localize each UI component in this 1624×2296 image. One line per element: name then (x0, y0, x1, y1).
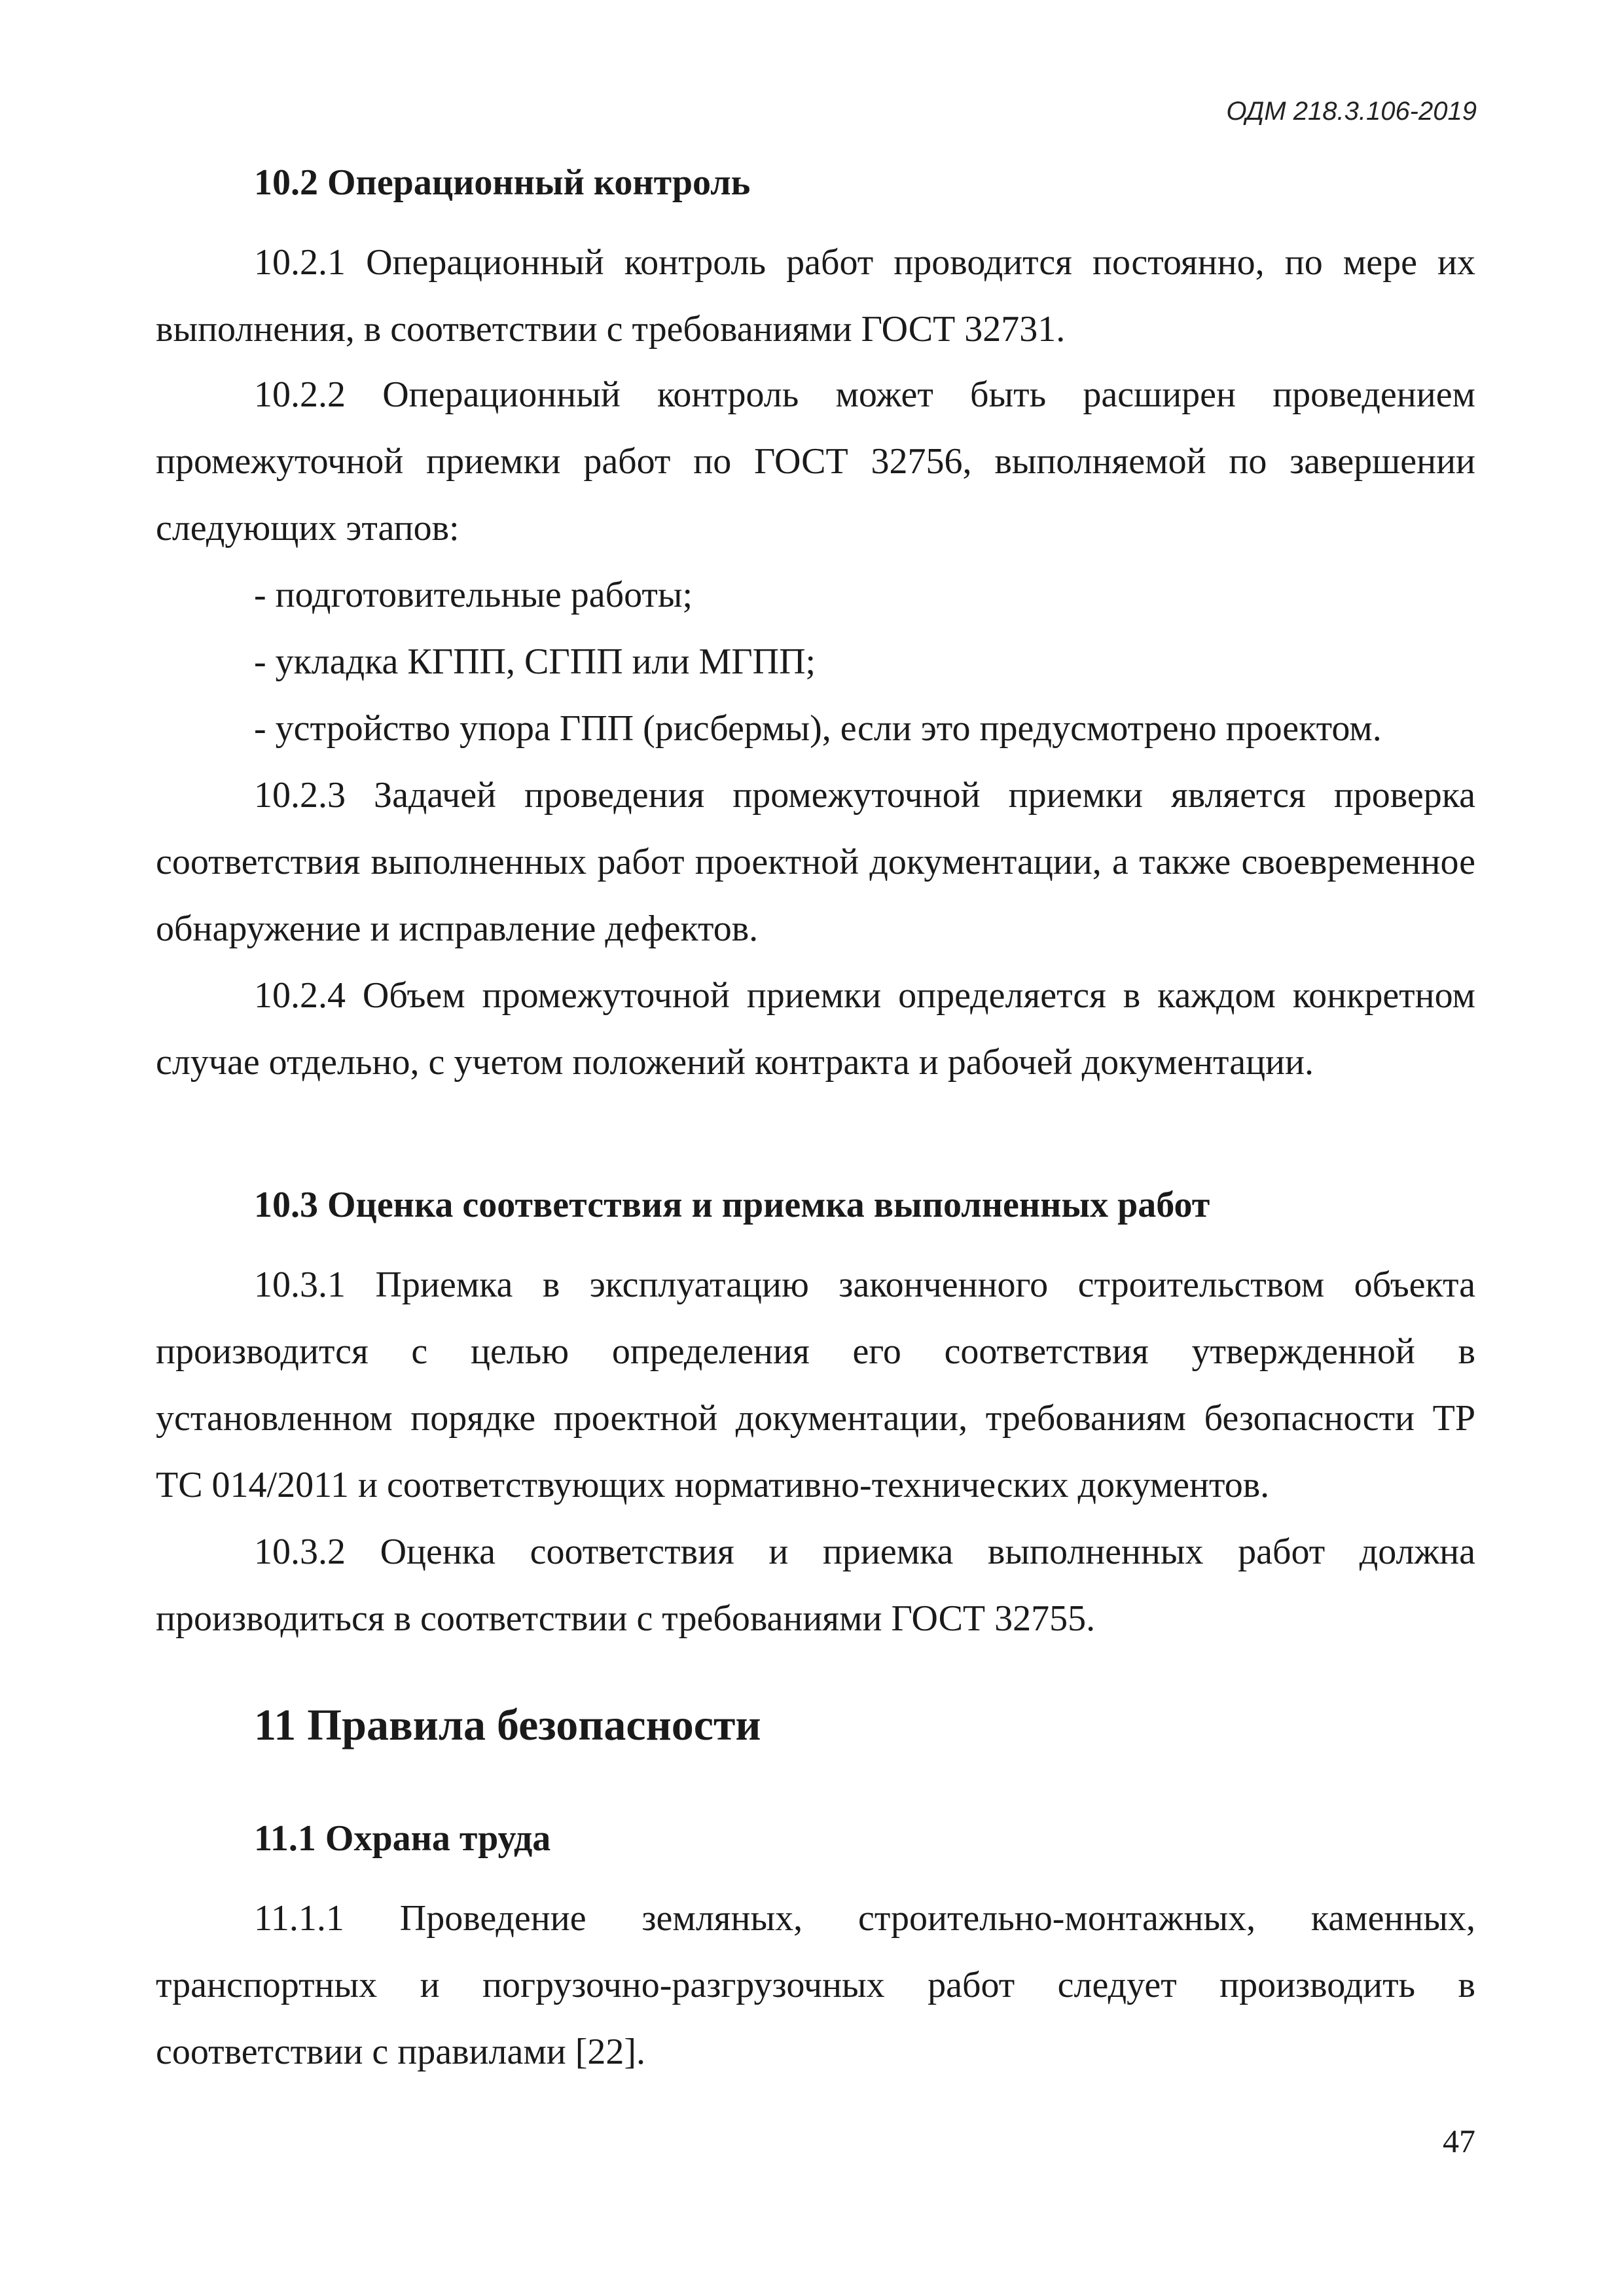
document-code: ОДМ 218.3.106-2019 (1226, 97, 1477, 126)
paragraph-11-1-1: 11.1.1 Проведение земляных, строительно-монтажных, каменных, транспортных и погрузочно-разгрузочных работ следует производить в соответствии с правилами [22]. (156, 1898, 1475, 2072)
section-heading-10-2: 10.2 Операционный контроль (254, 162, 751, 203)
paragraph-10-2-3: 10.2.3 Задачей проведения промежуточной приемки является проверка соответствия выполненных работ проектной документации, а также своевременное обнаружение и исправление дефектов. (156, 775, 1475, 949)
page-number: 47 (1443, 2123, 1475, 2159)
list-item-2: - укладка КГПП, СГПП или МГПП; (254, 641, 816, 682)
chapter-heading-11: 11 Правила безопасности (254, 1700, 761, 1749)
section-heading-10-3: 10.3 Оценка соответствия и приемка выполненных работ (254, 1185, 1210, 1225)
paragraph-10-2-1: 10.2.1 Операционный контроль работ проводится постоянно, по мере их выполнения, в соответствии с требованиями ГОСТ 32731. (156, 242, 1475, 350)
list-item-1: - подготовительные работы; (254, 575, 693, 615)
section-heading-11-1: 11.1 Охрана труда (254, 1818, 551, 1859)
list-item-3: - устройство упора ГПП (рисбермы), если это предусмотрено проектом. (254, 708, 1382, 749)
paragraph-10-3-2: 10.3.2 Оценка соответствия и приемка выполненных работ должна производиться в соответствии с требованиями ГОСТ 32755. (156, 1532, 1475, 1639)
paragraph-10-2-4: 10.2.4 Объем промежуточной приемки определяется в каждом конкретном случае отдельно, с учетом положений контракта и рабочей документации. (156, 975, 1475, 1083)
paragraph-10-3-1: 10.3.1 Приемка в эксплуатацию законченного строительством объекта производится с целью определения его соответствия утвержденной в установленном порядке проектной документации, требованиям безопасности ТР ТС 014/2011 и соответствующих нормативно-технических документов. (156, 1265, 1475, 1505)
paragraph-10-2-2: 10.2.2 Операционный контроль может быть расширен проведением промежуточной приемки работ по ГОСТ 32756, выполняемой по завершении следующих этапов: (156, 374, 1475, 548)
